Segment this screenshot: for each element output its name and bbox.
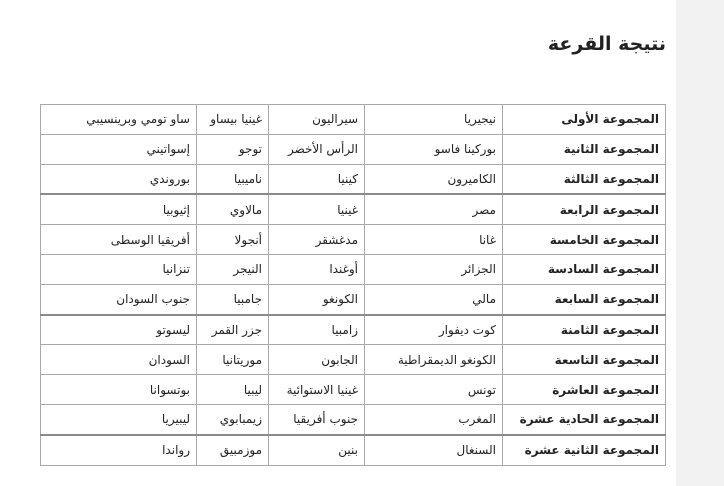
team-cell: مالاوي (197, 194, 269, 224)
team-cell: ساو تومي وبرينسيبي (41, 105, 197, 135)
team-cell: ليبيا (197, 375, 269, 405)
team-cell: غينيا بيساو (197, 105, 269, 135)
group-name-cell: المجموعة الثامنة (503, 315, 666, 345)
group-name-cell: المجموعة الثالثة (503, 164, 666, 194)
table-row (41, 345, 666, 375)
team-cell: رواندا (41, 435, 197, 465)
team-cell: بوتسوانا (41, 375, 197, 405)
team-cell: الكاميرون (365, 164, 503, 194)
team-cell: جنوب أفريقيا (269, 404, 365, 434)
team-cell: أوغندا (269, 254, 365, 284)
team-cell: الرأس الأخضر (269, 134, 365, 164)
team-cell: بنين (269, 435, 365, 465)
table-row (41, 164, 666, 194)
group-name-cell: المجموعة الحادية عشرة (503, 404, 666, 434)
table-row (41, 435, 666, 465)
team-cell: بوركينا فاسو (365, 134, 503, 164)
team-cell: غينيا الاستوائية (269, 375, 365, 405)
table-row (41, 134, 666, 164)
group-name-cell: المجموعة الخامسة (503, 225, 666, 255)
team-cell: ليبيريا (41, 404, 197, 434)
team-cell: بوروندي (41, 164, 197, 194)
team-cell: زامبيا (269, 315, 365, 345)
team-cell: إثيوبيا (41, 194, 197, 224)
group-name-cell: المجموعة الرابعة (503, 194, 666, 224)
group-name-cell: المجموعة الثانية عشرة (503, 435, 666, 465)
team-cell: موزمبيق (197, 435, 269, 465)
team-cell: جامبيا (197, 284, 269, 314)
table-row (41, 284, 666, 314)
table-row (41, 194, 666, 224)
team-cell: نيجيريا (365, 105, 503, 135)
team-cell: ليسوتو (41, 315, 197, 345)
table-row (41, 105, 666, 135)
table-row (41, 254, 666, 284)
team-cell: الجزائر (365, 254, 503, 284)
group-name-cell: المجموعة العاشرة (503, 375, 666, 405)
table-row (41, 404, 666, 434)
page-heading: نتيجة القرعة (547, 33, 666, 55)
team-cell: النيجر (197, 254, 269, 284)
team-cell: موريتانيا (197, 345, 269, 375)
team-cell: مدغشقر (269, 225, 365, 255)
draw-results-table (40, 104, 666, 466)
team-cell: السنغال (365, 435, 503, 465)
group-name-cell: المجموعة الثانية (503, 134, 666, 164)
team-cell: السودان (41, 345, 197, 375)
team-cell: غينيا (269, 194, 365, 224)
team-cell: مالي (365, 284, 503, 314)
team-cell: الجابون (269, 345, 365, 375)
team-cell: أنجولا (197, 225, 269, 255)
table-row (41, 225, 666, 255)
team-cell: توجو (197, 134, 269, 164)
team-cell: تونس (365, 375, 503, 405)
team-cell: كينيا (269, 164, 365, 194)
group-name-cell: المجموعة السادسة (503, 254, 666, 284)
team-cell: تنزانيا (41, 254, 197, 284)
team-cell: أفريقيا الوسطى (41, 225, 197, 255)
group-name-cell: المجموعة الأولى (503, 105, 666, 135)
team-cell: ناميبيا (197, 164, 269, 194)
table-row (41, 315, 666, 345)
team-cell: الكونغو الديمقراطية (365, 345, 503, 375)
group-name-cell: المجموعة التاسعة (503, 345, 666, 375)
team-cell: كوت ديفوار (365, 315, 503, 345)
right-scroll-area (676, 0, 724, 486)
team-cell: إسواتيني (41, 134, 197, 164)
table-row (41, 375, 666, 405)
team-cell: جزر القمر (197, 315, 269, 345)
team-cell: غانا (365, 225, 503, 255)
team-cell: المغرب (365, 404, 503, 434)
team-cell: زيمبابوي (197, 404, 269, 434)
team-cell: مصر (365, 194, 503, 224)
group-name-cell: المجموعة السابعة (503, 284, 666, 314)
team-cell: جنوب السودان (41, 284, 197, 314)
team-cell: سيراليون (269, 105, 365, 135)
team-cell: الكونغو (269, 284, 365, 314)
